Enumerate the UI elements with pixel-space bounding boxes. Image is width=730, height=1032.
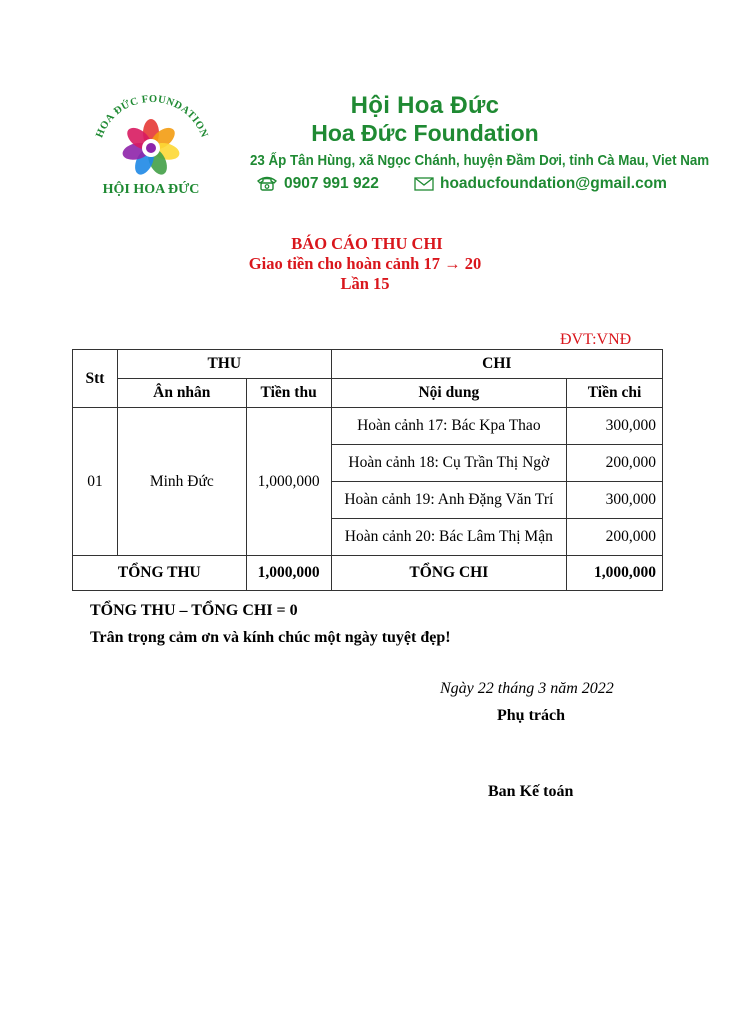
header-tien-chi: Tiền chi bbox=[567, 379, 663, 408]
org-address: 23 Ấp Tân Hùng, xã Ngọc Chánh, huyện Đầm Dơi, tỉnh Cà Mau, Viet Nam bbox=[250, 153, 710, 169]
thanks-line: Trân trọng cảm ơn và kính chúc một ngày tuyệt đẹp! bbox=[90, 629, 451, 646]
header-thu: THU bbox=[117, 350, 331, 379]
totals-row bbox=[73, 556, 663, 591]
report-subtitle: Giao tiền cho hoàn cảnh 17 → 20 bbox=[248, 254, 482, 273]
envelope-icon bbox=[414, 177, 434, 191]
header-chi: CHI bbox=[331, 350, 662, 379]
total-income-label: TỔNG THU bbox=[73, 556, 247, 591]
report-title: BÁO CÁO THU CHI bbox=[291, 234, 443, 253]
cell-tien-chi: 300,000 bbox=[567, 408, 663, 445]
org-name-vietnamese: Hội Hoa Đức bbox=[350, 92, 500, 119]
cell-tien-thu: 1,000,000 bbox=[246, 408, 331, 556]
table-row bbox=[73, 408, 663, 445]
phone-number: 0907 991 922 bbox=[284, 175, 379, 192]
cell-noi-dung: Hoàn cảnh 18: Cụ Trần Thị Ngờ bbox=[331, 445, 566, 482]
cell-tien-chi: 300,000 bbox=[567, 482, 663, 519]
header-stt: Stt bbox=[73, 350, 118, 408]
phone-contact bbox=[256, 175, 379, 193]
header-tien-thu: Tiền thu bbox=[246, 379, 331, 408]
cell-tien-chi: 200,000 bbox=[567, 445, 663, 482]
hoa-duc-logo bbox=[86, 90, 216, 202]
cell-noi-dung: Hoàn cảnh 17: Bác Kpa Thao bbox=[331, 408, 566, 445]
org-name-english: Hoa Đức Foundation bbox=[311, 120, 539, 146]
accountant-signature: Ban Kế toán bbox=[488, 783, 574, 800]
logo-arc-text: HOA ĐỨC FOUNDATION bbox=[94, 93, 210, 140]
cell-noi-dung: Hoàn cảnh 20: Bác Lâm Thị Mận bbox=[331, 519, 566, 556]
cell-tien-chi: 200,000 bbox=[567, 519, 663, 556]
email-contact bbox=[414, 175, 667, 193]
total-expense-label: TỔNG CHI bbox=[331, 556, 566, 591]
total-income-value: 1,000,000 bbox=[246, 556, 331, 591]
report-title-block bbox=[0, 234, 730, 294]
organization-header bbox=[250, 92, 710, 199]
logo-caption: HỘI HOA ĐỨC bbox=[102, 182, 200, 197]
contact-row bbox=[250, 175, 690, 199]
responsible-label: Phụ trách bbox=[497, 707, 565, 724]
balance-line: TỔNG THU – TỔNG CHI = 0 bbox=[90, 602, 298, 619]
header-noi-dung: Nội dung bbox=[331, 379, 566, 408]
summary-block bbox=[90, 597, 451, 651]
logo-flower-icon bbox=[121, 119, 181, 178]
cell-stt: 01 bbox=[73, 408, 118, 556]
income-expense-table bbox=[72, 349, 663, 591]
report-date: Ngày 22 tháng 3 năm 2022 bbox=[440, 680, 614, 697]
report-round: Lần 15 bbox=[340, 274, 390, 293]
cell-an-nhan: Minh Đức bbox=[117, 408, 246, 556]
phone-icon bbox=[256, 175, 278, 191]
currency-unit-label: ĐVT:VNĐ bbox=[560, 331, 632, 348]
email-address: hoaducfoundation@gmail.com bbox=[440, 175, 667, 192]
header-an-nhan: Ân nhân bbox=[117, 379, 246, 408]
cell-noi-dung: Hoàn cảnh 19: Anh Đặng Văn Trí bbox=[331, 482, 566, 519]
total-expense-value: 1,000,000 bbox=[567, 556, 663, 591]
logo-center-dot bbox=[146, 143, 156, 153]
